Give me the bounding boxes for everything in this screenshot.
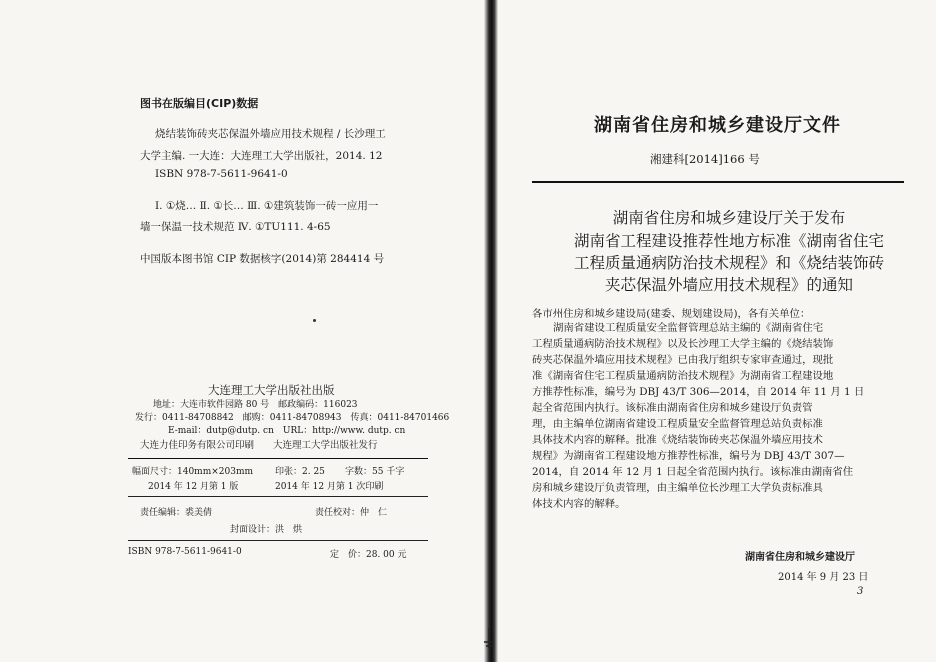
body-line: 砖夹芯保温外墙应用技术规程》已由我厅组织专家审查通过，现批	[532, 354, 834, 366]
document-number: 湘建科[2014]166 号	[650, 152, 760, 166]
document-title: 湖南省住房和城乡建设厅文件	[594, 115, 841, 136]
body-line: 起全省范围内执行。该标准由湖南省住房和城乡建设厅负责管	[532, 402, 813, 414]
spec-sheets: 印张：2. 25	[275, 467, 325, 477]
divider	[128, 496, 428, 497]
body-line: 具体技术内容的解释。批准《烧结装饰砖夹芯保温外墙应用技术	[532, 434, 823, 446]
notice-title-line: 湖南省工程建设推荐性地方标准《湖南省住宅	[573, 232, 884, 250]
publisher-contact: E-mail：dutp@dutp. cn URL：http://www. dutp. cn	[168, 426, 406, 436]
spec-edition: 2014 年 12 月第 1 版	[148, 482, 239, 492]
divider	[128, 458, 428, 459]
spec-size: 幅面尺寸：140mm×203mm	[132, 467, 254, 477]
body-line: 规程》为湖南省工程建设地方推荐性标准，编号为 DBJ 43/T 307—	[532, 450, 845, 462]
spec-printing: 2014 年 12 月第 1 次印刷	[275, 482, 384, 492]
print-speck	[313, 319, 316, 322]
body-line: 体技术内容的解释。	[532, 498, 626, 510]
publisher-phones: 发行：0411-84708842 邮购：0411-84708943 传真：0411-84701466	[135, 413, 450, 423]
cip-record-number: 中国版本图书馆 CIP 数据核字(2014)第 284414 号	[140, 253, 385, 265]
body-line: 湖南省建设工程质量安全监督管理总站主编的《湖南省住宅	[553, 322, 824, 334]
signature-date: 2014 年 9 月 23 日	[778, 572, 869, 583]
body-line: 房和城乡建设厅负责管理，由主编单位长沙理工大学负责标准具	[532, 482, 823, 494]
cip-heading: 图书在版编目(CIP)数据	[140, 97, 259, 110]
cip-line: 烧结装饰砖夹芯保温外墙应用技术规程 / 长沙理工	[155, 128, 386, 140]
isbn-bottom: ISBN 978-7-5611-9641-0	[128, 547, 242, 557]
publisher-address: 地址：大连市软件园路 80 号 邮政编码：116023	[153, 400, 358, 410]
notice-title-line: 夹芯保温外墙应用技术规程》的通知	[604, 276, 853, 294]
spec-words: 字数：55 千字	[345, 467, 405, 477]
notice-title-line: 湖南省住房和城乡建设厅关于发布	[612, 209, 846, 227]
body-line: 工程质量通病防治技术规程》以及长沙理工大学主编的《烧结装饰	[532, 338, 834, 350]
cip-line: 墙一保温一技术规范 Ⅳ. ①TU111. 4-65	[140, 221, 331, 233]
spine-fold-mark	[480, 628, 498, 648]
cip-line: Ⅰ. ①烧… Ⅱ. ①长… Ⅲ. ①建筑装饰一砖一应用一	[155, 200, 379, 212]
header-rule	[532, 181, 904, 183]
body-line: 2014，自 2014 年 12 月 1 日起全省范围内执行。该标准由湖南省住	[532, 466, 854, 478]
body-line: 方推荐性标准，编号为 DBJ 43/T 306—2014，自 2014 年 11 月 1 日	[532, 386, 865, 398]
notice-title-line: 工程质量通病防治技术规程》和《烧结装饰砖	[573, 254, 884, 272]
responsible-proofreader: 责任校对：仲 仁	[315, 508, 388, 518]
body-line: 准《湖南省住宅工程质量通病防治技术规程》为湖南省工程建设地	[532, 370, 834, 382]
publisher-name: 大连理工大学出版社出版	[208, 383, 335, 397]
signature-org: 湖南省住房和城乡建设厅	[745, 552, 855, 563]
cip-isbn: ISBN 978-7-5611-9641-0	[155, 168, 288, 180]
printer-distributor: 大连力佳印务有限公司印刷 大连理工大学出版社发行	[140, 440, 378, 451]
cip-line: 大学主编. 一大连：大连理工大学出版社，2014. 12	[140, 150, 383, 162]
addressee: 各市州住房和城乡建设局(建委、规划建设局)，各有关单位：	[532, 308, 811, 320]
page-number: 3	[857, 586, 864, 597]
body-line: 理，由主编单位湖南省建设工程质量安全监督管理总站负责标准	[532, 418, 823, 430]
responsible-editor: 责任编辑：裘美倩	[140, 508, 213, 518]
cover-designer: 封面设计：洪 烘	[230, 525, 303, 535]
price: 定 价：28. 00 元	[330, 550, 407, 560]
divider	[128, 540, 428, 541]
book-gutter	[484, 0, 498, 662]
